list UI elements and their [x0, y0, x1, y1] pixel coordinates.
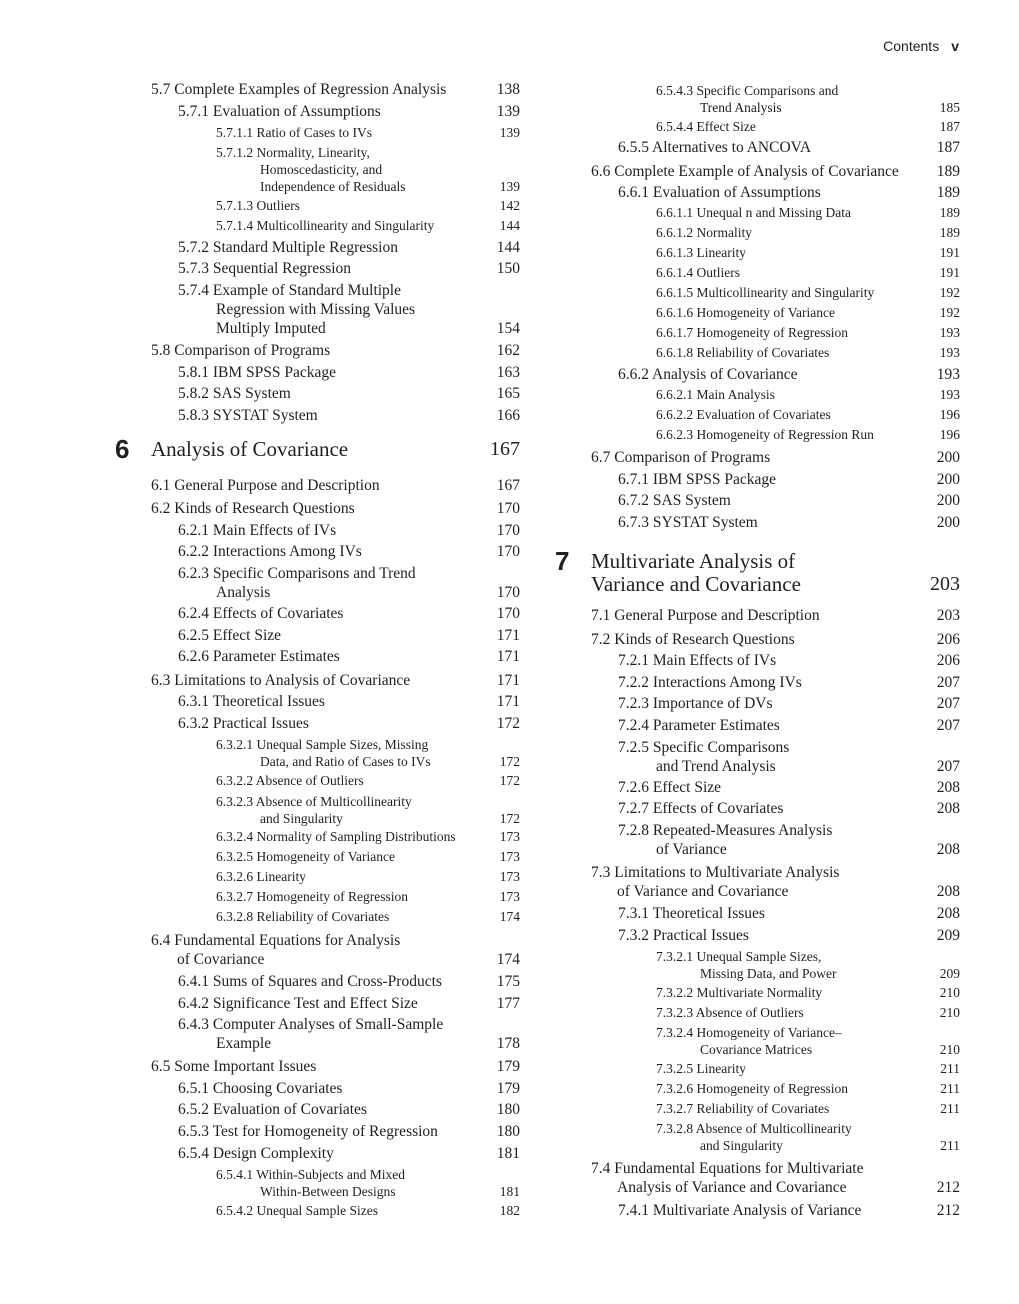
toc-entry-title: 6.5.2 Evaluation of Covariates [178, 1101, 367, 1118]
toc-entry-title: 7.1 General Purpose and Description [591, 607, 820, 624]
toc-entry-page: 181 [496, 1145, 520, 1162]
toc-entry-page: 208 [936, 883, 960, 900]
toc-entry-title: 6.6.1.8 Reliability of Covariates [656, 345, 830, 360]
toc-entry-title: 6.5.3 Test for Homogeneity of Regression [178, 1123, 438, 1140]
toc-entry-page: 189 [936, 163, 960, 180]
toc-entry-title: 6.5.4.1 Within-Subjects and Mixed Within-Between Designs [216, 1167, 405, 1199]
toc-entry-title: 5.7.1.1 Ratio of Cases to IVs [216, 125, 372, 140]
toc-entry-page: 209 [939, 966, 960, 981]
toc-entry-page: 165 [496, 385, 520, 402]
toc-entry-page: 189 [939, 205, 960, 220]
toc-entry-page: 171 [496, 693, 520, 710]
toc-entry-title: 7.3.2.2 Multivariate Normality [656, 985, 823, 1000]
toc-entry-title: 6.3.2.6 Linearity [216, 869, 306, 884]
toc-entry-page: 171 [496, 627, 520, 644]
toc-entry-page: 207 [936, 674, 960, 691]
toc-entry-page: 181 [499, 1184, 520, 1199]
toc-entry-page: 193 [939, 345, 960, 360]
toc-entry-page: 173 [499, 829, 520, 844]
toc-entry-page: 211 [940, 1138, 960, 1153]
toc-entry-title: 6.2.1 Main Effects of IVs [178, 522, 337, 539]
toc-entry-title: 7.4.1 Multivariate Analysis of Variance [618, 1202, 862, 1219]
toc-entry-page: 173 [499, 849, 520, 864]
toc-entry-page: 189 [939, 225, 960, 240]
toc-entry-page: 139 [499, 179, 520, 194]
toc-entry-title: 7.2.6 Effect Size [618, 779, 722, 796]
toc-entry-page: 193 [939, 325, 960, 340]
toc-entry-page: 173 [499, 869, 520, 884]
toc-entry-title: 5.7 Complete Examples of Regression Analysis [151, 81, 447, 98]
toc-entry-title: 6.3.2.7 Homogeneity of Regression [216, 889, 408, 904]
toc-entry-page: 144 [496, 239, 520, 256]
toc-entry-title: 6.6.2.3 Homogeneity of Regression Run [656, 427, 874, 442]
toc-entry-title: Multivariate Analysis of Variance and Covariance [591, 549, 801, 596]
toc-entry-page: 175 [496, 973, 520, 990]
toc-entry-page: 196 [939, 427, 960, 442]
toc-entry-title: 7.2.4 Parameter Estimates [618, 717, 780, 734]
toc-entry-title: 6.5 Some Important Issues [151, 1058, 317, 1075]
toc-entry-title: 7.3.2.7 Reliability of Covariates [656, 1101, 830, 1116]
toc-entry-page: 210 [939, 1042, 960, 1057]
toc-entry-title: 6.1 General Purpose and Description [151, 477, 380, 494]
toc-entry-page: 212 [936, 1179, 960, 1196]
toc-entry-title: 6.2 Kinds of Research Questions [151, 500, 355, 517]
toc-entry-page: 174 [496, 951, 520, 968]
toc-entry-page: 172 [496, 715, 520, 732]
toc-entry-page: 138 [496, 81, 520, 98]
toc-entry-title: 6.3.2.5 Homogeneity of Variance [216, 849, 395, 864]
toc-entry-title: 6.5.4.3 Specific Comparisons and Trend Analysis [656, 83, 839, 115]
toc-entry-page: 167 [490, 438, 520, 460]
toc-entry-title: 6.3 Limitations to Analysis of Covariance [151, 672, 411, 689]
toc-entry-page: 203 [930, 573, 960, 595]
toc-entry-title: 6.5.1 Choosing Covariates [178, 1080, 343, 1097]
toc-entry-title: 6.6.1 Evaluation of Assumptions [618, 184, 821, 201]
toc-entry-title: Analysis of Covariance [151, 437, 349, 461]
toc-entry-page: 207 [936, 758, 960, 775]
toc-entry-title: 7.3.2.3 Absence of Outliers [656, 1005, 804, 1020]
toc-entry-page: 192 [939, 285, 960, 300]
toc-entry-title: 6.5.4.2 Unequal Sample Sizes [216, 1203, 378, 1218]
toc-entry-title: 6.7.2 SAS System [618, 492, 731, 509]
toc-entry-page: 180 [496, 1101, 520, 1118]
toc-entry-title: 6.7 Comparison of Programs [591, 449, 771, 466]
toc-entry-page: 200 [936, 449, 960, 466]
toc-entry-page: 208 [936, 800, 960, 817]
toc-entry-title: 6.3.1 Theoretical Issues [178, 693, 325, 710]
toc-entry-title: 6.7.3 SYSTAT System [618, 514, 758, 531]
toc-entry-page: 185 [939, 100, 960, 115]
toc-entry-page: 191 [939, 245, 960, 260]
toc-entry-title: 7.2 Kinds of Research Questions [591, 631, 795, 648]
toc-entry-title: 7.2.7 Effects of Covariates [618, 800, 784, 817]
chapter-number: 6 [115, 434, 130, 464]
toc-entry-title: 6.5.5 Alternatives to ANCOVA [618, 139, 812, 156]
toc-entry-title: 7.3 Limitations to Multivariate Analysis of Variance and Covariance [591, 864, 840, 900]
toc-entry-title: 6.2.6 Parameter Estimates [178, 648, 340, 665]
toc-entry-title: 6.4 Fundamental Equations for Analysis of Covariance [151, 932, 401, 968]
toc-entry-page: 208 [936, 905, 960, 922]
toc-entry-title: 6.5.4.4 Effect Size [656, 119, 756, 134]
toc-entry-page: 209 [936, 927, 960, 944]
toc-entry-page: 182 [499, 1203, 520, 1218]
toc-entry-page: 193 [939, 387, 960, 402]
toc-entry-page: 171 [496, 648, 520, 665]
toc-entry-title: 7.2.1 Main Effects of IVs [618, 652, 777, 669]
toc-entry-title: 7.2.8 Repeated-Measures Analysis of Variance [618, 822, 833, 858]
toc-entry-title: 6.3.2 Practical Issues [178, 715, 309, 732]
toc-entry-page: 177 [496, 995, 520, 1012]
toc-entry-page: 170 [496, 500, 520, 517]
toc-entry-title: 7.2.2 Interactions Among IVs [618, 674, 802, 691]
toc-entry-title: 7.3.2.6 Homogeneity of Regression [656, 1081, 848, 1096]
toc-entry-title: 6.3.2.8 Reliability of Covariates [216, 909, 390, 924]
toc-entry-page: 179 [496, 1058, 520, 1075]
toc-entry-title: 7.3.2.8 Absence of Multicollinearity and Singularity [656, 1121, 852, 1153]
toc-entry-title: 6.2.4 Effects of Covariates [178, 605, 344, 622]
toc-entry-title: 5.8 Comparison of Programs [151, 342, 331, 359]
toc-entry-title: 6.6.1.5 Multicollinearity and Singularity [656, 285, 875, 300]
toc-entry-title: 6.6.1.7 Homogeneity of Regression [656, 325, 848, 340]
toc-entry-page: 212 [936, 1202, 960, 1219]
toc-entry-title: 6.2.2 Interactions Among IVs [178, 543, 362, 560]
toc-entry-page: 189 [936, 184, 960, 201]
toc-entry-page: 180 [496, 1123, 520, 1140]
toc-entry-page: 174 [499, 909, 520, 924]
toc-entry-page: 207 [936, 717, 960, 734]
toc-entry-page: 192 [939, 305, 960, 320]
toc-entry-page: 179 [496, 1080, 520, 1097]
toc-entry-title: 6.6.1.4 Outliers [656, 265, 740, 280]
toc-entry-page: 170 [496, 584, 520, 601]
toc-entry-title: 5.7.4 Example of Standard Multiple Regression with Missing Values Multiply Imputed [178, 282, 416, 337]
toc-entry-title: 6.4.2 Significance Test and Effect Size [178, 995, 418, 1012]
running-head [883, 38, 959, 54]
toc-entry-page: 206 [936, 652, 960, 669]
toc-entry-page: 208 [936, 841, 960, 858]
toc-entry-title: 6.6.1.3 Linearity [656, 245, 746, 260]
toc-entry-page: 200 [936, 471, 960, 488]
toc-entry-title: 6.3.2.4 Normality of Sampling Distributions [216, 829, 456, 844]
toc-entry-page: 211 [940, 1081, 960, 1096]
toc-entry-title: 6.4.1 Sums of Squares and Cross-Products [178, 973, 442, 990]
toc-entry-title: 5.7.1.4 Multicollinearity and Singularity [216, 218, 435, 233]
toc-entry-title: 5.7.3 Sequential Regression [178, 260, 352, 277]
toc-entry-page: 200 [936, 514, 960, 531]
toc-entry-page: 173 [499, 889, 520, 904]
toc-entry-page: 187 [939, 119, 960, 134]
toc-entry-page: 211 [940, 1061, 960, 1076]
toc-entry-page: 210 [939, 1005, 960, 1020]
toc-entry-title: 6.2.5 Effect Size [178, 627, 282, 644]
toc-entry-title: 6.5.4 Design Complexity [178, 1145, 334, 1162]
toc-entry-title: 7.3.2.4 Homogeneity of Variance– Covariance Matrices [656, 1025, 842, 1057]
toc-entry-page: 187 [936, 139, 960, 156]
toc-entry-title: 6.6 Complete Example of Analysis of Covariance [591, 163, 899, 180]
toc-entry-page: 170 [496, 522, 520, 539]
toc-entry-page: 139 [496, 103, 520, 120]
toc-entry-title: 7.3.2 Practical Issues [618, 927, 749, 944]
toc-entry-page: 206 [936, 631, 960, 648]
toc-entry-page: 154 [496, 320, 520, 337]
toc-entry-title: 6.3.2.3 Absence of Multicollinearity and Singularity [216, 794, 412, 826]
toc-entry-page: 163 [496, 364, 520, 381]
toc-entry-title: 6.6.2 Analysis of Covariance [618, 366, 798, 383]
toc-entry-title: 6.3.2.2 Absence of Outliers [216, 773, 364, 788]
toc-entry-page: 144 [499, 218, 520, 233]
chapter-number: 7 [555, 546, 570, 576]
toc-entry-title: 6.6.1.1 Unequal n and Missing Data [656, 205, 851, 220]
toc-entry-page: 171 [496, 672, 520, 689]
toc-entry-page: 211 [940, 1101, 960, 1116]
toc-entry-page: 172 [499, 811, 520, 826]
toc-entry-page: 162 [496, 342, 520, 359]
toc-entry-title: 7.3.2.1 Unequal Sample Sizes, Missing Data, and Power [656, 949, 837, 981]
toc-entry-title: 6.3.2.1 Unequal Sample Sizes, Missing Data, and Ratio of Cases to IVs [216, 737, 431, 769]
toc-entry-page: 203 [936, 607, 960, 624]
toc-entry-page: 196 [939, 407, 960, 422]
toc-entry-title: 5.7.1.3 Outliers [216, 198, 300, 213]
toc-entry-title: 6.2.3 Specific Comparisons and Trend Analysis [178, 565, 416, 601]
toc-entry-title: 7.3.2.5 Linearity [656, 1061, 746, 1076]
toc-entry-page: 150 [496, 260, 520, 277]
toc-entry-title: 5.7.1.2 Normality, Linearity, Homoscedasticity, and Independence of Residuals [216, 145, 406, 194]
toc-entry-title: 6.7.1 IBM SPSS Package [618, 471, 777, 488]
toc-entry-page: 170 [496, 543, 520, 560]
toc-entry-page: 172 [499, 773, 520, 788]
toc-entry-page: 139 [499, 125, 520, 140]
toc-entry-title: 7.3.1 Theoretical Issues [618, 905, 765, 922]
toc-entry-title: 6.6.2.2 Evaluation of Covariates [656, 407, 831, 422]
toc-entry-title: 5.7.1 Evaluation of Assumptions [178, 103, 381, 120]
toc-entry-title: 7.2.5 Specific Comparisons and Trend Analysis [618, 739, 790, 775]
toc-entry-page: 208 [936, 779, 960, 796]
toc-entry-page: 193 [936, 366, 960, 383]
toc-entry-page: 172 [499, 754, 520, 769]
toc-entry-page: 142 [499, 198, 520, 213]
toc-entry-page: 200 [936, 492, 960, 509]
toc-entry-title: 7.4 Fundamental Equations for Multivariate Analysis of Variance and Covariance [591, 1160, 864, 1196]
toc-entry-page: 166 [496, 407, 520, 424]
toc-entry-page: 178 [496, 1035, 520, 1052]
toc-entry-title: 7.2.3 Importance of DVs [618, 695, 773, 712]
toc-entry-page: 191 [939, 265, 960, 280]
toc-entry-title: 5.7.2 Standard Multiple Regression [178, 239, 398, 256]
running-head-title: Contents [883, 38, 940, 54]
toc-entry-title: 6.6.2.1 Main Analysis [656, 387, 775, 402]
toc-entry-page: 207 [936, 695, 960, 712]
toc-entry-page: 170 [496, 605, 520, 622]
toc-entry-title: 5.8.2 SAS System [178, 385, 291, 402]
toc-entry-page: 167 [496, 477, 520, 494]
toc-entry-title: 6.6.1.2 Normality [656, 225, 752, 240]
toc-entry-title: 5.8.3 SYSTAT System [178, 407, 318, 424]
toc-entry-page: 210 [939, 985, 960, 1000]
page-number: v [951, 38, 959, 54]
toc-entry-title: 5.8.1 IBM SPSS Package [178, 364, 337, 381]
toc-entry-title: 6.4.3 Computer Analyses of Small-Sample Example [178, 1016, 444, 1052]
toc-entry-title: 6.6.1.6 Homogeneity of Variance [656, 305, 835, 320]
